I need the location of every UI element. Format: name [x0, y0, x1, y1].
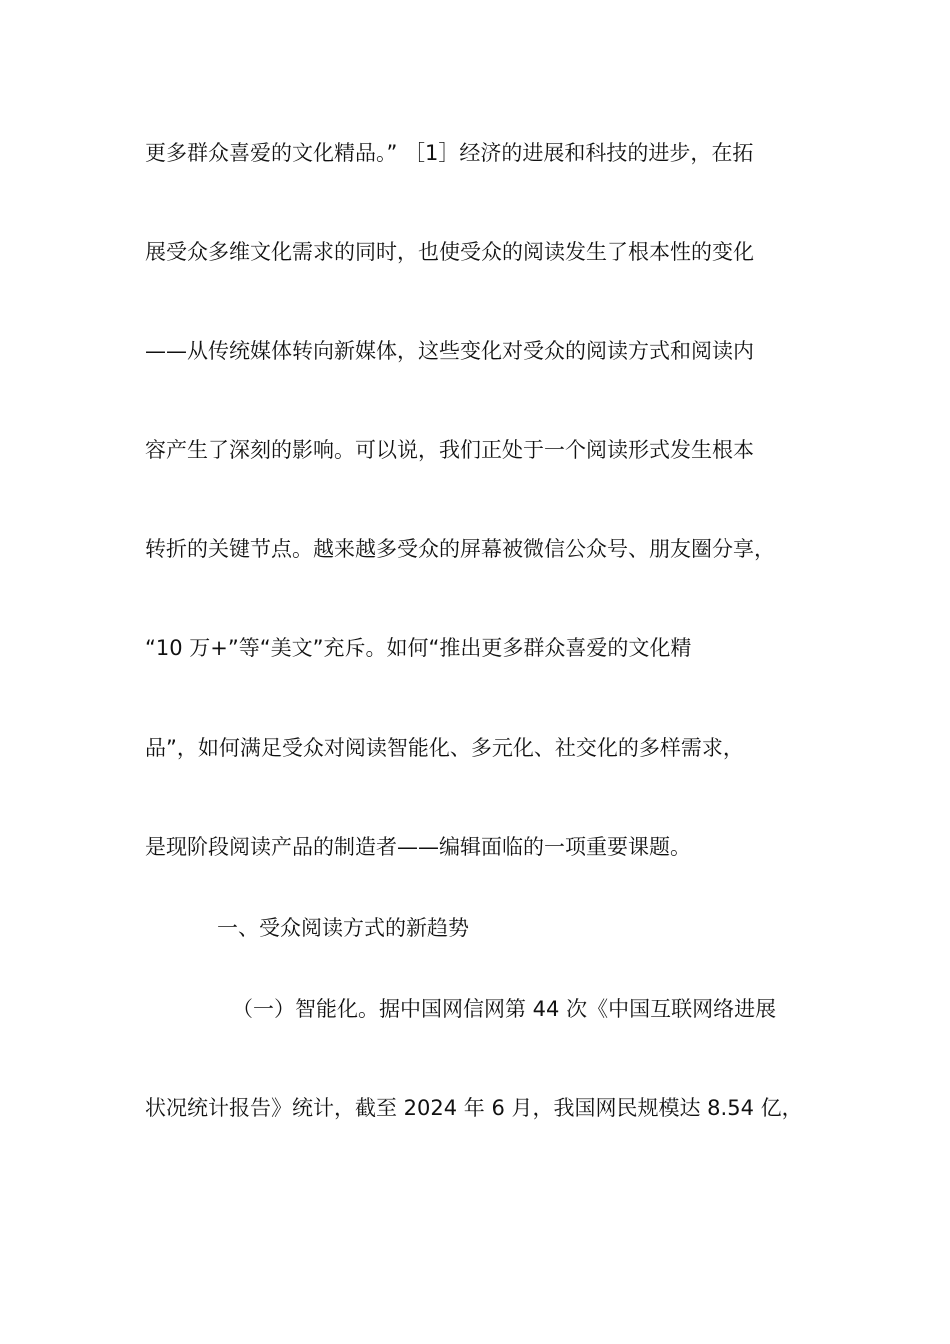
section-heading: 一、受众阅读方式的新趋势	[217, 916, 469, 940]
paragraph-line: ——从传统媒体转向新媒体，这些变化对受众的阅读方式和阅读内	[145, 339, 754, 363]
paragraph-line: 转折的关键节点。越来越多受众的屏幕被微信公众号、朋友圈分享，	[145, 537, 775, 561]
paragraph-line: 展受众多维文化需求的同时，也使受众的阅读发生了根本性的变化	[145, 240, 754, 264]
paragraph-line: 状况统计报告》统计，截至 2024 年 6 月，我国网民规模达 8.54 亿，	[145, 1096, 803, 1120]
paragraph-line: 容产生了深刻的影响。可以说，我们正处于一个阅读形式发生根本	[145, 438, 754, 462]
paragraph-line: 是现阶段阅读产品的制造者——编辑面临的一项重要课题。	[145, 835, 691, 859]
paragraph-line: 更多群众喜爱的文化精品。” ［1］经济的进展和科技的进步，在拓	[145, 141, 754, 165]
paragraph-line: 品”，如何满足受众对阅读智能化、多元化、社交化的多样需求，	[145, 736, 744, 760]
paragraph-line: “10 万+”等“美文”充斥。如何“推出更多群众喜爱的文化精	[145, 636, 692, 660]
subsection-line: （一）智能化。据中国网信网第 44 次《中国互联网络进展	[232, 997, 777, 1021]
